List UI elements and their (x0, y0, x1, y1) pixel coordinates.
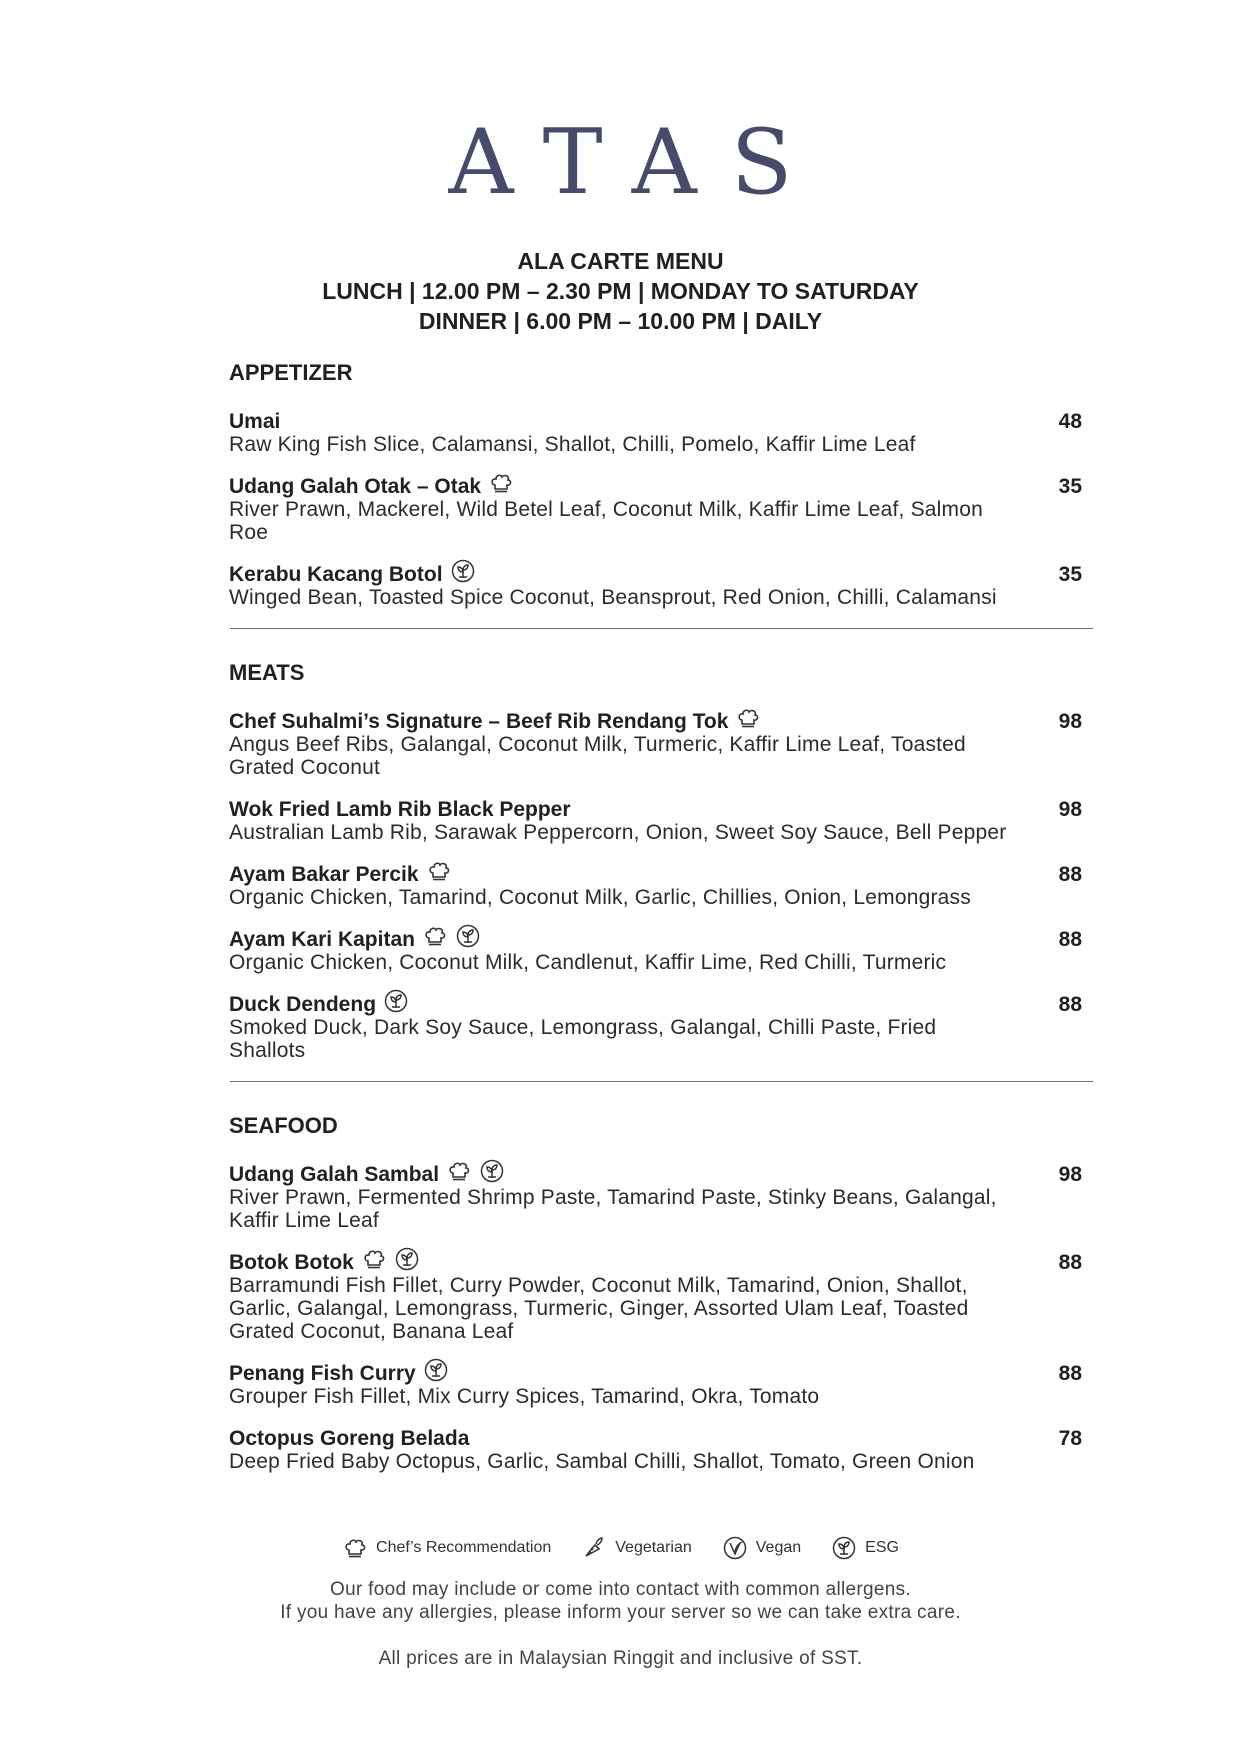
item-description: Deep Fried Baby Octopus, Garlic, Sambal Chilli, Shallot, Tomato, Green Onion (229, 1450, 975, 1473)
item-price: 48 (1058, 410, 1082, 433)
item-description: Organic Chicken, Coconut Milk, Candlenut, Kaffir Lime, Red Chilli, Turmeric (229, 951, 947, 974)
esg-icon (455, 923, 481, 949)
menu-item (229, 863, 1092, 909)
section-divider (230, 628, 1093, 629)
menu-item (229, 1163, 1092, 1232)
section-title: APPETIZER (229, 360, 353, 385)
esg-icon (383, 988, 409, 1014)
legend-item (722, 1535, 801, 1561)
item-description: River Prawn, Fermented Shrimp Paste, Tamarind Paste, Stinky Beans, Galangal, Kaffir Lime Leaf (229, 1186, 997, 1232)
esg-icon (450, 558, 476, 584)
item-name: Udang Galah Sambal (229, 1163, 440, 1186)
esg-icon (479, 1158, 505, 1184)
dinner-hours: DINNER | 6.00 PM – 10.00 PM | DAILY (418, 308, 823, 334)
menu-item (229, 993, 1092, 1062)
menu-item (229, 798, 1092, 844)
esg-icon (394, 1246, 420, 1272)
item-description: River Prawn, Mackerel, Wild Betel Leaf, Coconut Milk, Kaffir Lime Leaf, Salmon Roe (229, 498, 984, 544)
menu-item (229, 928, 1092, 974)
menu-header (0, 246, 1241, 336)
item-name: Kerabu Kacang Botol (229, 563, 443, 586)
legend-label: Vegetarian (615, 1539, 692, 1556)
item-price: 98 (1058, 710, 1082, 733)
esg-icon (831, 1535, 857, 1561)
item-name: Chef Suhalmi’s Signature – Beef Rib Rendang Tok (229, 710, 729, 733)
icon-legend (0, 1535, 1241, 1561)
esg-icon (423, 1357, 449, 1383)
brand-logo (0, 110, 1241, 215)
item-description: Organic Chicken, Tamarind, Coconut Milk, Garlic, Chillies, Onion, Lemongrass (229, 886, 971, 909)
chef-hat-icon (342, 1535, 368, 1561)
item-name: Umai (229, 410, 281, 433)
section-divider (230, 1081, 1093, 1082)
allergen-line-2: If you have any allergies, please inform your server so we can take extra care. (280, 1602, 961, 1623)
menu-item (229, 710, 1092, 779)
item-description: Grouper Fish Fillet, Mix Curry Spices, Tamarind, Okra, Tomato (229, 1385, 820, 1408)
item-price: 35 (1058, 475, 1082, 498)
item-name-row (229, 410, 1092, 433)
item-name-row (229, 1427, 1092, 1450)
item-name-row (229, 475, 1092, 498)
item-price: 98 (1058, 1163, 1082, 1186)
item-price: 88 (1058, 863, 1082, 886)
item-name-row (229, 1362, 1092, 1385)
menu-title: ALA CARTE MENU (517, 248, 724, 274)
menu-item (229, 1362, 1092, 1408)
chef-hat-icon (488, 470, 514, 496)
menu-item (229, 1251, 1092, 1343)
vegan-icon (722, 1535, 748, 1561)
item-name-row (229, 993, 1092, 1016)
item-name: Penang Fish Curry (229, 1362, 416, 1385)
item-price: 78 (1058, 1427, 1082, 1450)
menu-item (229, 563, 1092, 609)
item-name: Botok Botok (229, 1251, 354, 1274)
item-price: 35 (1058, 563, 1082, 586)
item-name-row (229, 798, 1092, 821)
legend-item (581, 1535, 692, 1561)
chef-hat-icon (426, 858, 452, 884)
item-description: Angus Beef Ribs, Galangal, Coconut Milk, Turmeric, Kaffir Lime Leaf, Toasted Grated Coconut (229, 733, 966, 779)
item-name-row (229, 563, 1092, 586)
menu-section-seafood (229, 1113, 1092, 1473)
allergen-note (0, 1578, 1241, 1624)
item-name: Octopus Goreng Belada (229, 1427, 470, 1450)
item-name-row (229, 863, 1092, 886)
section-title: SEAFOOD (229, 1113, 338, 1138)
item-name: Ayam Bakar Percik (229, 863, 419, 886)
menu-item (229, 1427, 1092, 1473)
legend-item (342, 1535, 551, 1561)
legend-label: ESG (865, 1539, 899, 1556)
item-description: Barramundi Fish Fillet, Curry Powder, Coconut Milk, Tamarind, Onion, Shallot, Garlic, Galangal, Lemongrass, Turmeric, Ginger, Assorted Ulam Leaf, Toasted Grated Coconut, Banana Leaf (229, 1274, 969, 1343)
price-note: All prices are in Malaysian Ringgit and inclusive of SST. (378, 1648, 863, 1669)
vegetarian-icon (581, 1535, 607, 1561)
chef-hat-icon (446, 1158, 472, 1184)
item-name-row (229, 1163, 1092, 1186)
item-description: Raw King Fish Slice, Calamansi, Shallot, Chilli, Pomelo, Kaffir Lime Leaf (229, 433, 916, 456)
item-name-row (229, 710, 1092, 733)
logo-text: ATAS (448, 110, 827, 215)
menu-item (229, 410, 1092, 456)
menu-content (229, 360, 1092, 1492)
item-name: Wok Fried Lamb Rib Black Pepper (229, 798, 571, 821)
item-price: 88 (1058, 928, 1082, 951)
legend-label: Chef’s Recommendation (376, 1539, 552, 1556)
menu-item (229, 475, 1092, 544)
item-name-row (229, 928, 1092, 951)
chef-hat-icon (735, 705, 761, 731)
lunch-hours: LUNCH | 12.00 PM – 2.30 PM | MONDAY TO SATURDAY (322, 278, 919, 304)
item-price: 88 (1058, 1362, 1082, 1385)
item-name: Ayam Kari Kapitan (229, 928, 415, 951)
item-name-row (229, 1251, 1092, 1274)
item-price: 88 (1058, 993, 1082, 1016)
item-price: 98 (1058, 798, 1082, 821)
menu-section-meats (229, 660, 1092, 1062)
item-description: Smoked Duck, Dark Soy Sauce, Lemongrass, Galangal, Chilli Paste, Fried Shallots (229, 1016, 937, 1062)
item-name: Udang Galah Otak – Otak (229, 475, 482, 498)
item-description: Winged Bean, Toasted Spice Coconut, Beansprout, Red Onion, Chilli, Calamansi (229, 586, 997, 609)
item-price: 88 (1058, 1251, 1082, 1274)
legend-item (831, 1535, 899, 1561)
chef-hat-icon (422, 923, 448, 949)
chef-hat-icon (361, 1246, 387, 1272)
menu-section-appetizer (229, 360, 1092, 609)
legend-label: Vegan (755, 1539, 802, 1556)
item-description: Australian Lamb Rib, Sarawak Peppercorn, Onion, Sweet Soy Sauce, Bell Pepper (229, 821, 1007, 844)
item-name: Duck Dendeng (229, 993, 377, 1016)
section-title: MEATS (229, 660, 305, 685)
allergen-line-1: Our food may include or come into contact with common allergens. (329, 1579, 912, 1600)
